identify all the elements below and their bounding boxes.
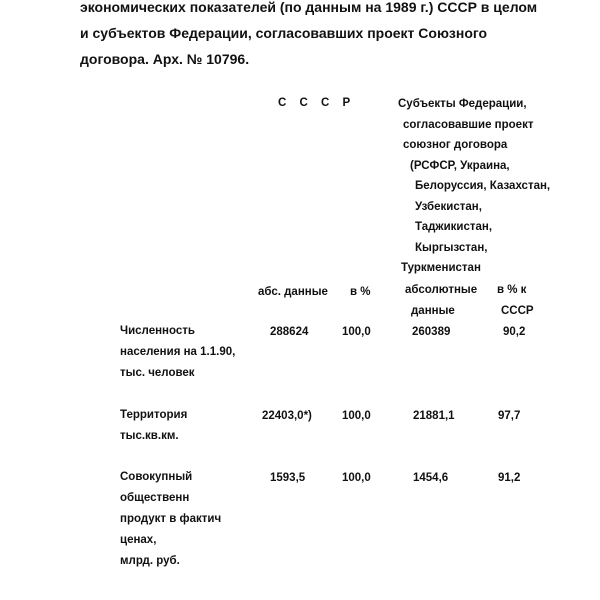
cell-subj-pct: 97,7 bbox=[498, 410, 521, 422]
cell-subj-abs: 1454,6 bbox=[413, 472, 449, 484]
ussr-abs-header: абс. данные bbox=[258, 286, 328, 298]
cell-ussr-pct: 100,0 bbox=[342, 326, 371, 338]
row-label-line: ценах, bbox=[120, 534, 157, 546]
subj-abs-header bbox=[405, 280, 477, 322]
row-label bbox=[120, 321, 235, 384]
row-label bbox=[120, 467, 221, 572]
ussr-pct-header: в % bbox=[350, 286, 371, 298]
subjects-header-line: Белоруссия, Казахстан, bbox=[415, 180, 551, 192]
subj-abs-header-line: абсолютные bbox=[405, 284, 478, 296]
cell-ussr-abs: 288624 bbox=[270, 326, 309, 338]
subj-pct-header-line: СССР bbox=[501, 305, 534, 317]
cell-ussr-abs: 22403,0*) bbox=[262, 410, 312, 422]
row-label bbox=[120, 405, 187, 447]
row-label-line: населения на 1.1.90, bbox=[120, 346, 236, 358]
cell-ussr-pct: 100,0 bbox=[342, 472, 371, 484]
subjects-header-line: Кыргызстан, bbox=[415, 241, 488, 254]
cell-subj-pct: 90,2 bbox=[503, 326, 526, 338]
subj-abs-header-line: данные bbox=[411, 305, 455, 317]
row-label-line: Совокупный bbox=[120, 471, 193, 483]
subjects-header-line: Узбекистан, bbox=[415, 200, 482, 213]
subjects-header-line: (РСФСР, Украина, bbox=[410, 159, 510, 172]
subj-pct-header-line: в % к bbox=[497, 284, 527, 296]
subjects-header-line: согласовавшие проект bbox=[403, 118, 534, 131]
subjects-header-line: Субъекты Федерации, bbox=[398, 98, 527, 110]
subjects-header-line: союзног договора bbox=[403, 139, 508, 151]
subjects-group-header bbox=[398, 94, 550, 279]
row-label-line: общественн bbox=[120, 492, 190, 504]
row-label-line: тыс.кв.км. bbox=[120, 430, 179, 442]
heading-line: договора. Арх. № 10796. bbox=[80, 51, 250, 67]
cell-subj-pct: 91,2 bbox=[498, 472, 521, 484]
row-label-line: Численность bbox=[120, 325, 195, 337]
cell-subj-abs: 260389 bbox=[412, 326, 451, 338]
heading-line: экономических показателей (по данным на 1989 г.) СССР в целом bbox=[80, 0, 538, 15]
document-heading bbox=[80, 0, 570, 72]
row-label-line: тыс. человек bbox=[120, 367, 195, 379]
cell-subj-abs: 21881,1 bbox=[413, 410, 455, 422]
cell-ussr-abs: 1593,5 bbox=[270, 472, 306, 484]
subjects-header-line: Таджикистан, bbox=[415, 221, 493, 233]
cell-ussr-pct: 100,0 bbox=[342, 410, 371, 422]
row-label-line: Территория bbox=[120, 409, 188, 421]
row-label-line: млрд. руб. bbox=[120, 555, 180, 567]
row-label-line: продукт в фактич bbox=[120, 513, 222, 525]
ussr-group-header: С С С Р bbox=[278, 97, 356, 109]
heading-line: и субъектов Федерации, согласовавших проект Союзного bbox=[80, 25, 488, 41]
subjects-header-line: Туркменистан bbox=[401, 262, 481, 274]
subj-pct-header bbox=[497, 280, 534, 322]
